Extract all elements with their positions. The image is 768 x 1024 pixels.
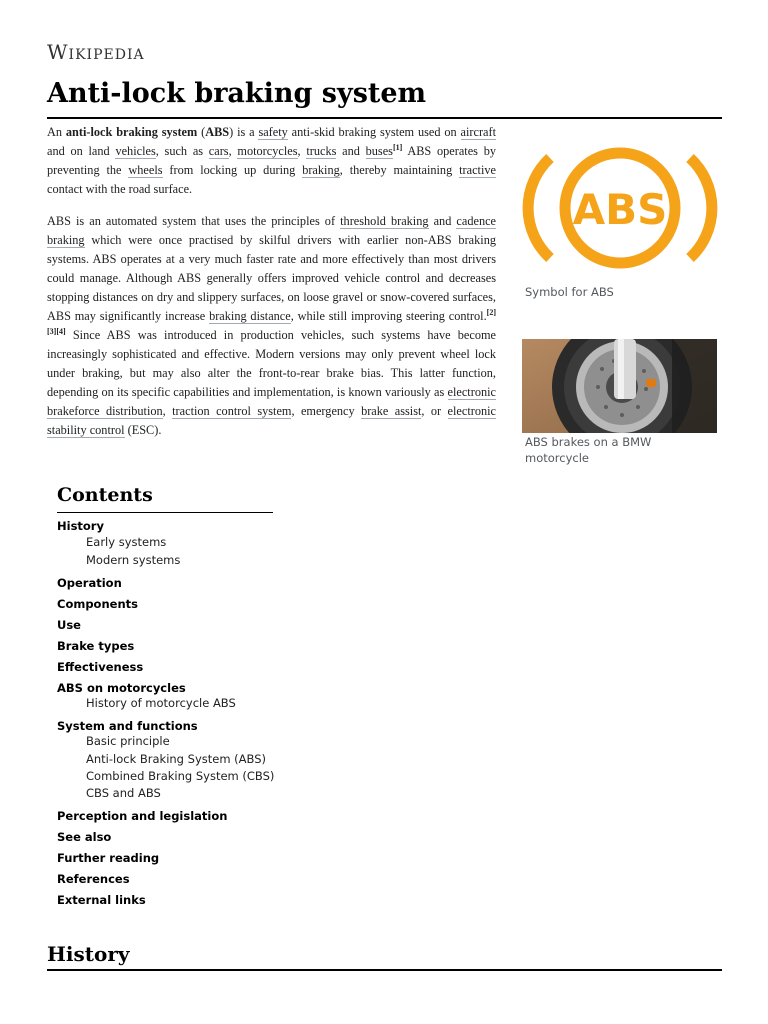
bmw-abs-caption: ABS brakes on a BMW motorcycle (525, 435, 652, 465)
lead-paragraph-1: An anti-lock braking system (ABS) is a safety anti-skid braking system used on aircraft and on land vehicles, such as cars, motorcycles, trucks and buses[1] ABS operates by preventing the wheels from locking up during braking, thereby maintaining tractive contact with the road surface. (47, 125, 497, 196)
title-rule (47, 117, 722, 119)
link-wheels[interactable]: wheels (128, 163, 163, 177)
article-title: Anti-lock braking system (47, 78, 427, 109)
bold-term: anti-lock braking system (65, 125, 198, 139)
link-electronic-stability-control[interactable]: electronic stability control (47, 404, 497, 437)
toc-item-brake-types[interactable]: Brake types (57, 639, 135, 653)
toc-item-history[interactable]: History (57, 519, 104, 533)
link-cars[interactable]: cars (208, 144, 229, 158)
abs-symbol-figure[interactable] (522, 140, 718, 276)
toc-item-see-also[interactable]: See also (57, 830, 112, 844)
toc-item-references[interactable]: References (57, 872, 130, 886)
references-2-3-4[interactable]: [2][3][4] (47, 307, 496, 336)
link-traction-control-system[interactable]: traction control system (172, 404, 292, 418)
toc-item-use[interactable]: Use (57, 618, 81, 632)
link-electronic-brakeforce-distribution[interactable]: electronic brakeforce distribution (47, 385, 496, 418)
toc-item-effectiveness[interactable]: Effectiveness (57, 660, 144, 674)
reference-1[interactable]: [1] (392, 142, 403, 152)
history-rule (47, 969, 722, 971)
bmw-abs-brake-photo[interactable] (522, 339, 717, 433)
toc-item-history-of-motorcycle-abs[interactable]: History of motorcycle ABS (86, 696, 236, 710)
section-heading-history: History (47, 942, 130, 966)
toc-item-basic-principle[interactable]: Basic principle (86, 734, 170, 748)
link-tractive[interactable]: tractive (459, 163, 496, 177)
toc-item-cbs-and-abs[interactable]: CBS and ABS (86, 786, 161, 800)
toc-title: Contents (57, 484, 153, 506)
bold-abbr: ABS (205, 125, 230, 139)
link-buses[interactable]: buses (365, 144, 393, 158)
toc-item-external-links[interactable]: External links (57, 893, 146, 907)
toc-item-combined-braking-system[interactable]: Combined Braking System (CBS) (86, 769, 275, 783)
link-motorcycles[interactable]: motorcycles (237, 144, 298, 158)
toc-item-further-reading[interactable]: Further reading (57, 851, 160, 865)
toc-item-perception-and-legislation[interactable]: Perception and legislation (57, 809, 228, 823)
toc-item-components[interactable]: Components (57, 597, 138, 611)
toc-item-anti-lock-braking-system[interactable]: Anti-lock Braking System (ABS) (86, 752, 267, 766)
abs-symbol-caption: Symbol for ABS (525, 285, 614, 299)
link-safety[interactable]: safety (258, 125, 288, 139)
link-aircraft[interactable]: aircraft (460, 125, 497, 139)
lead-paragraph-2: ABS is an automated system that uses the principles of threshold braking and cadence braking which were once practised by skilful drivers with earlier non-ABS braking systems. ABS operates at a very much faster rate and more effectively than most drivers could manage. Although ABS generally offers improved vehicle control and decreases stopping distances on dry and slippery surfaces, on loose gravel or snow-covered surfaces, ABS may significantly increase braking distance, while still improving steering control.[2][3][4] Since ABS was introduced in production vehicles, such systems have become increasingly sophisticated and effective. Modern versions may only prevent wheel lock under braking, but may also alter the front-to-rear brake bias. This latter function, depending on its specific capabilities and implementation, is known variously as electronic brakeforce distribution, traction control system, emergency brake assist, or electronic stability control (ESC). (47, 214, 497, 437)
toc-item-modern-systems[interactable]: Modern systems (86, 553, 181, 567)
toc-item-operation[interactable]: Operation (57, 576, 122, 590)
link-threshold-braking[interactable]: threshold braking (340, 214, 429, 228)
link-cadence-braking[interactable]: cadence braking (47, 214, 497, 247)
toc-item-system-and-functions[interactable]: System and functions (57, 719, 198, 733)
toc-item-abs-on-motorcycles[interactable]: ABS on motorcycles (57, 681, 186, 695)
motorcycle-brake-image (522, 339, 717, 433)
toc-item-early-systems[interactable]: Early systems (86, 535, 167, 549)
wikipedia-wordmark[interactable]: Wikipedia (47, 40, 145, 64)
abs-warning-symbol-icon (522, 140, 718, 276)
link-braking[interactable]: braking (302, 163, 340, 177)
link-vehicles[interactable]: vehicles (115, 144, 156, 158)
link-trucks[interactable]: trucks (306, 144, 337, 158)
abs-symbol-text: ABS (572, 185, 668, 234)
toc-rule (57, 512, 273, 513)
link-brake-assist[interactable]: brake assist (361, 404, 422, 418)
link-braking-distance[interactable]: braking distance (209, 309, 291, 323)
